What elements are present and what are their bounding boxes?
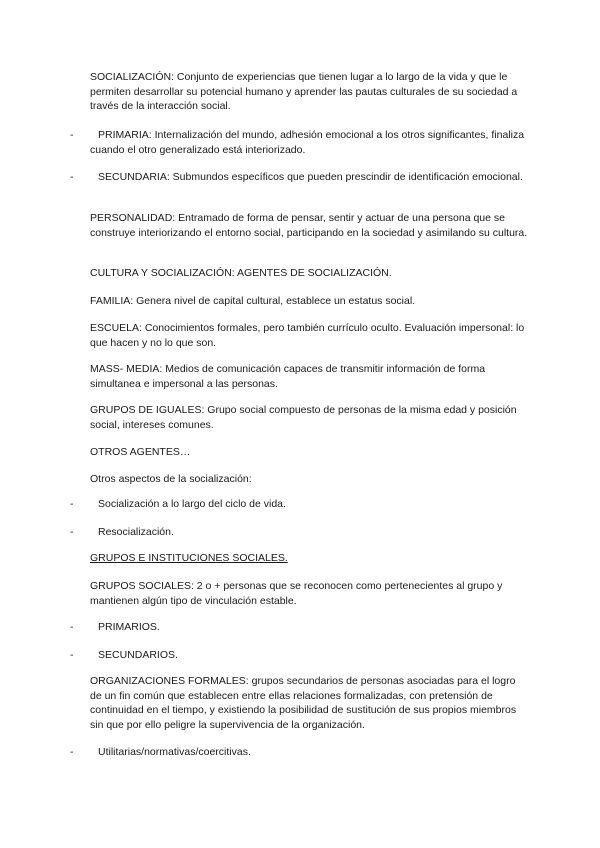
paragraph-personalidad: PERSONALIDAD: Entramado de forma de pensar, sentir y actuar de una persona que se construye interiorizando el entorno social, participando en la sociedad y asimilando su cultura. xyxy=(90,212,528,239)
paragraph-organizaciones: ORGANIZACIONES FORMALES: grupos secundarios de personas asociadas para el logro de un fin común que establecen entre ellas relaciones formalizadas, con pretensión de continuidad en el tiempo, y existiendo la posibilidad de sustitución de sus propios miembros sin que por ello peligre la supervivencia de la organización. xyxy=(90,675,517,731)
paragraph-socializacion: SOCIALIZACIÓN: Conjunto de experiencias que tienen lugar a lo largo de la vida y que le permiten desarrollar su potencial humano y aprender las pautas culturales de su sociedad a través de la interacción social. xyxy=(90,71,518,112)
list-dash: - xyxy=(70,171,74,183)
paragraph-grupos-sociales: GRUPOS SOCIALES: 2 o + personas que se reconocen como pertenecientes al grupo y mantienen algún tipo de vinculación estable. xyxy=(90,580,503,607)
heading-cultura-agentes: CULTURA Y SOCIALIZACIÓN: AGENTES DE SOCIALIZACIÓN. xyxy=(90,267,392,279)
list-dash: - xyxy=(70,526,74,538)
list-dash: - xyxy=(70,129,74,141)
paragraph-primaria: PRIMARIA: Internalización del mundo, adhesión emocional a los otros significantes, finaliza cuando el otro generalizado está interiorizado. xyxy=(90,129,525,156)
list-dash: - xyxy=(70,621,74,633)
list-dash: - xyxy=(70,649,74,661)
heading-grupos-instituciones: GRUPOS E INSTITUCIONES SOCIALES. xyxy=(90,552,288,564)
list-dash: - xyxy=(70,746,74,758)
paragraph-otros-aspectos: Otros aspectos de la socialización: xyxy=(90,473,252,485)
list-text-ciclo-vida: Socialización a lo largo del ciclo de vida. xyxy=(98,498,286,510)
paragraph-familia: FAMILIA: Genera nivel de capital cultural, establece un estatus social. xyxy=(90,295,416,307)
list-dash: - xyxy=(70,498,74,510)
list-text-secundarios: SECUNDARIOS. xyxy=(98,649,178,661)
paragraph-secundaria: SECUNDARIA: Submundos específicos que pueden prescindir de identificación emocional. xyxy=(98,171,523,183)
list-text-primarios: PRIMARIOS. xyxy=(98,621,160,633)
paragraph-escuela: ESCUELA: Conocimientos formales, pero también currículo oculto. Evaluación impersonal: lo que hacen y no lo que son. xyxy=(90,322,525,349)
paragraph-grupos-iguales: GRUPOS DE IGUALES: Grupo social compuesto de personas de la misma edad y posición social, intereses comunes. xyxy=(90,404,517,431)
list-text-utilitarias: Utilitarias/normativas/coercitivas. xyxy=(98,746,251,758)
paragraph-otros-agentes: OTROS AGENTES… xyxy=(90,446,191,458)
paragraph-mass-media: MASS- MEDIA: Medios de comunicación capaces de transmitir información de forma simultanea e impersonal a las personas. xyxy=(90,363,486,390)
list-text-resocializacion: Resocialización. xyxy=(98,526,174,538)
